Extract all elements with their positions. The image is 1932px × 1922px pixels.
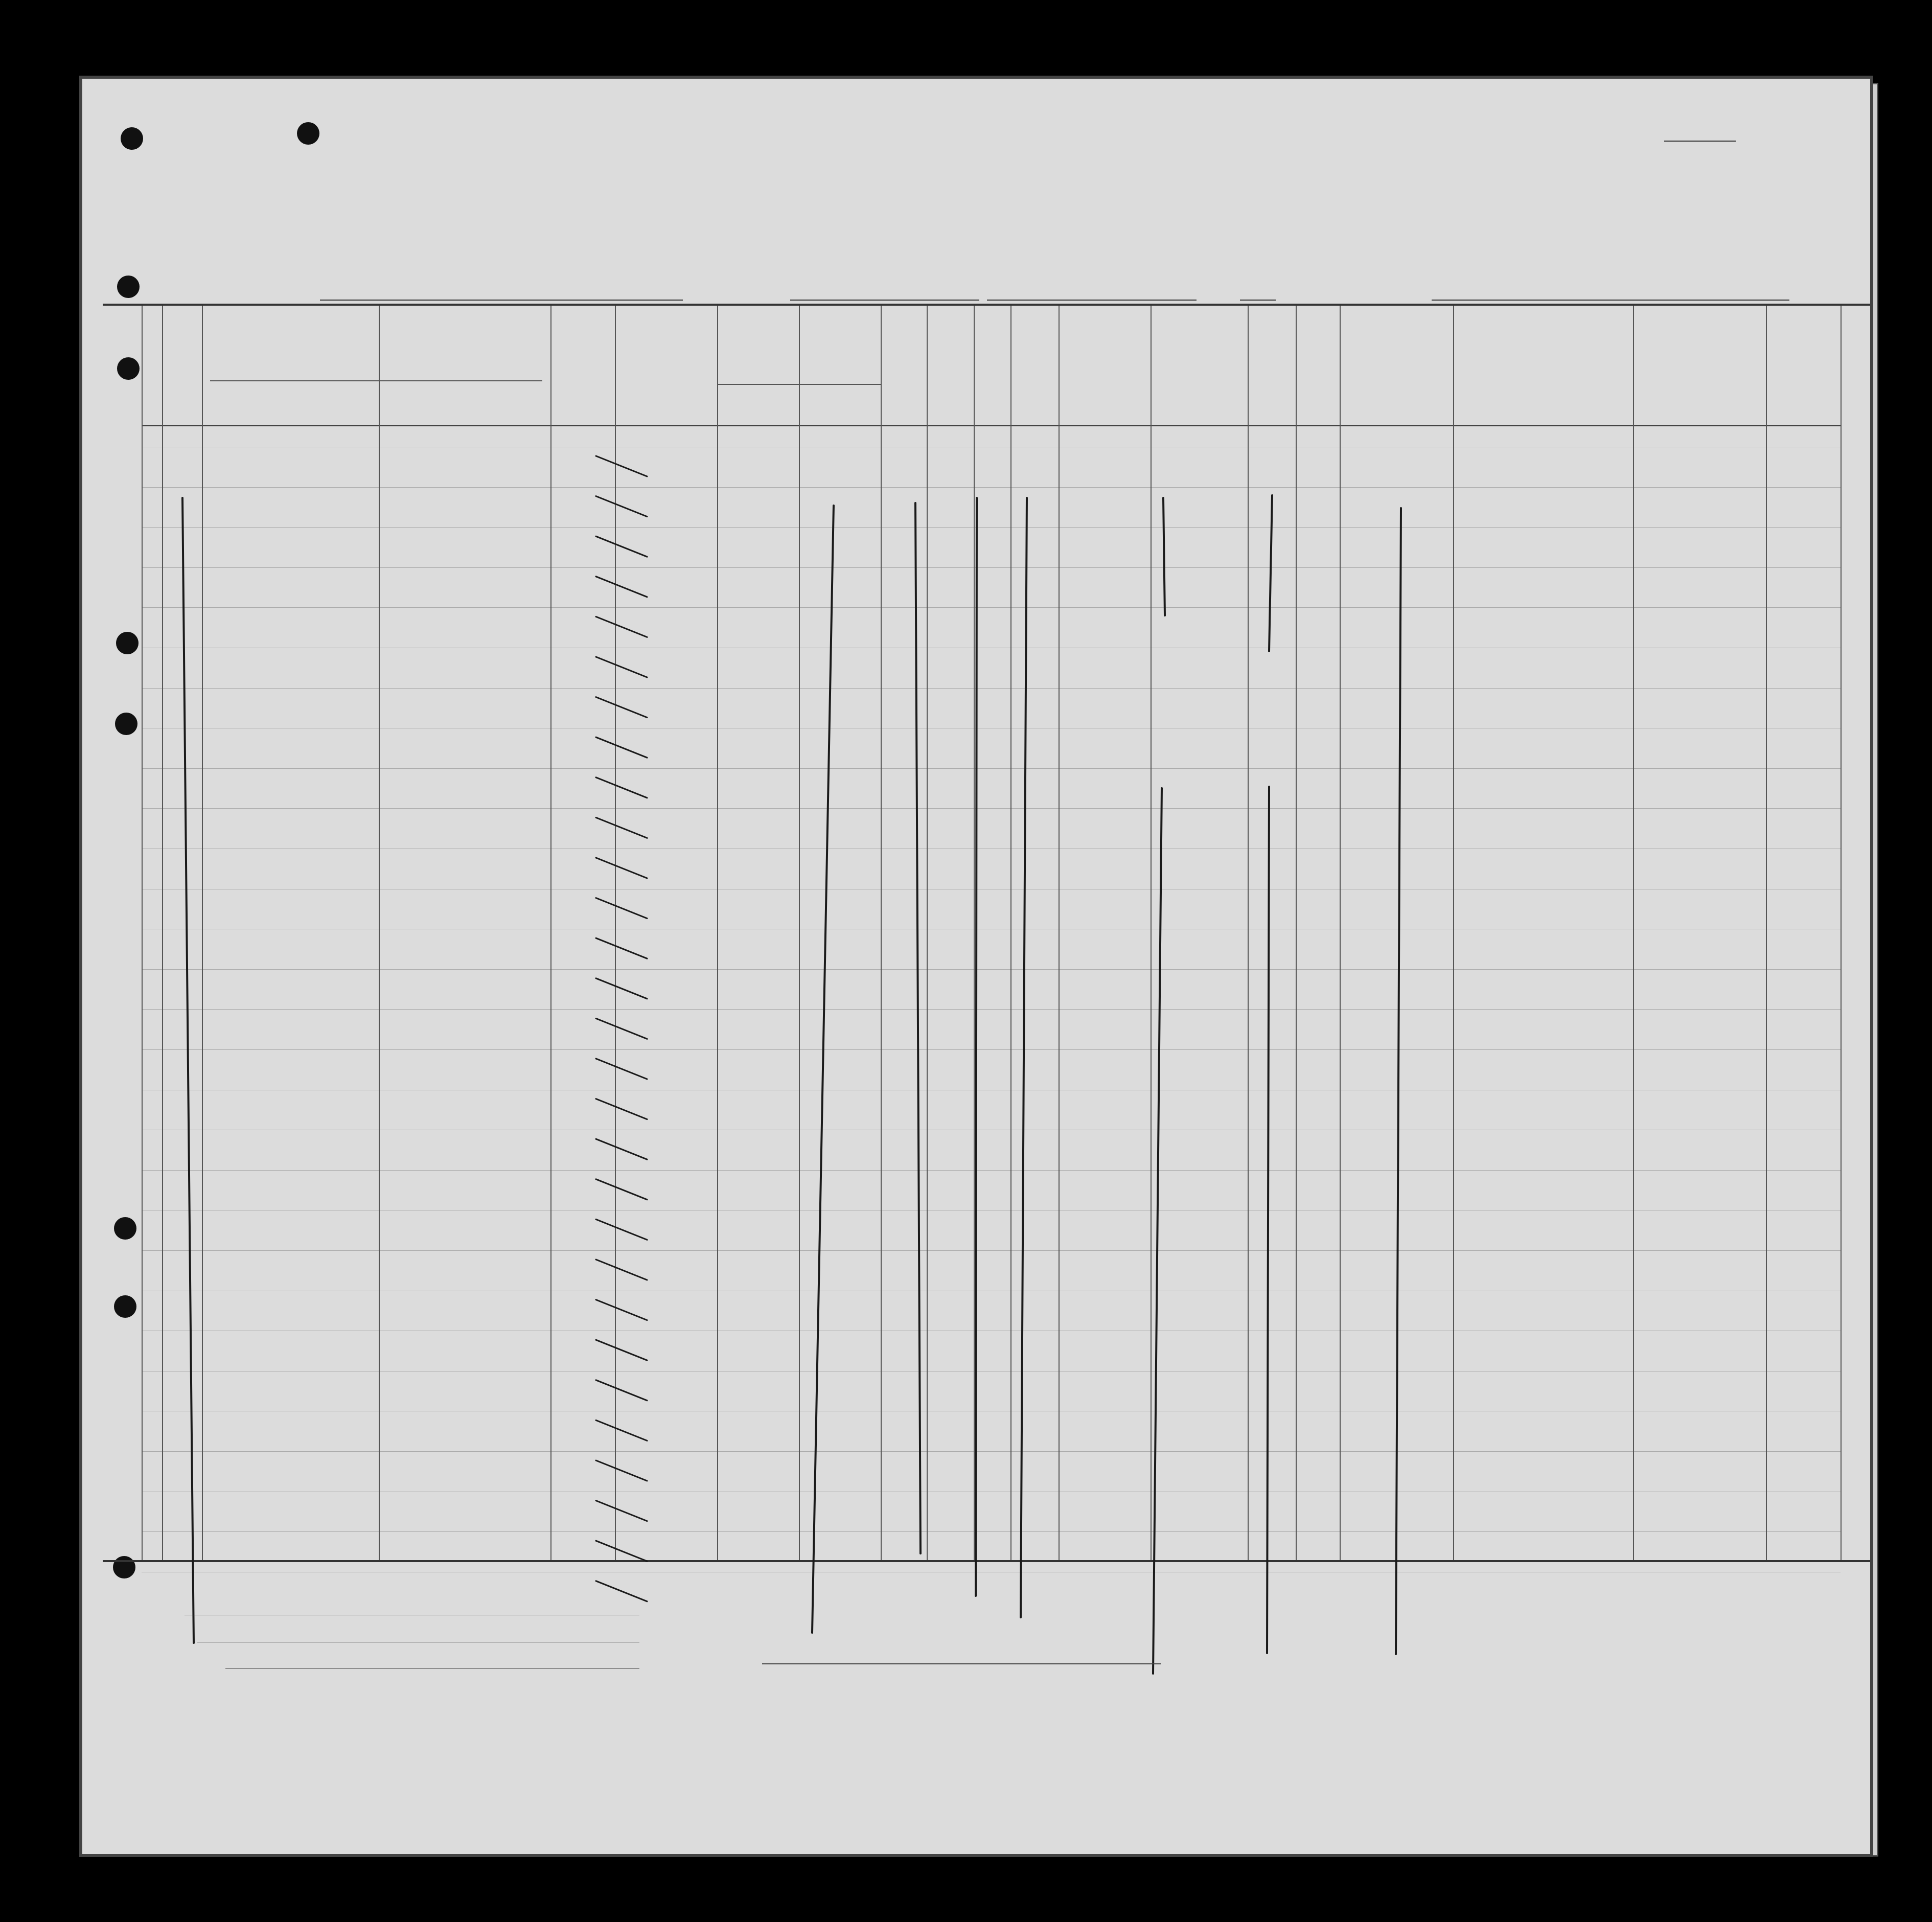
service-ditto-slash (596, 1300, 647, 1320)
service-ditto-slash (596, 657, 647, 677)
service-ditto-slash (596, 898, 647, 919)
when-ditto-stroke (812, 506, 834, 1633)
service-ditto-slash (596, 1139, 647, 1159)
service-ditto-slash (596, 1260, 647, 1280)
marks-ditto-stroke (1396, 508, 1401, 1654)
service-ditto-slash (596, 1420, 647, 1440)
service-ditto-slash (596, 817, 647, 838)
service-ditto-slash (596, 616, 647, 637)
service-ditto-slash (596, 1018, 647, 1039)
service-ditto-slash (596, 1501, 647, 1521)
service-ditto-slash (596, 1541, 647, 1561)
read-ditto-stroke (1021, 498, 1027, 1617)
service-ditto-slash (596, 1179, 647, 1200)
manifest-sheet (79, 76, 1873, 1857)
prev-voyage-ditto-stroke (182, 498, 194, 1643)
service-ditto-slash (596, 456, 647, 476)
service-ditto-slash (596, 1460, 647, 1481)
nationality-ditto-stroke-1 (1269, 495, 1272, 651)
service-ditto-slash (596, 1380, 647, 1401)
local-agents-field (225, 1668, 639, 1669)
service-ditto-slash (596, 978, 647, 999)
service-ditto-slash (596, 1581, 647, 1601)
service-ditto-slash (596, 536, 647, 557)
service-ditto-slash (596, 1219, 647, 1240)
service-ditto-slash (596, 938, 647, 958)
service-ditto-slash (596, 496, 647, 517)
service-ditto-slash (596, 1099, 647, 1119)
ditto-strokes (82, 79, 1870, 1854)
service-ditto-slash (596, 577, 647, 597)
service-ditto-slash (596, 1059, 647, 1079)
race-ditto-stroke-1 (1163, 498, 1165, 615)
service-ditto-slash (596, 697, 647, 718)
where-ditto-stroke (915, 503, 921, 1553)
service-ditto-slash (596, 1340, 647, 1360)
race-ditto-stroke-2 (1153, 788, 1162, 1674)
service-ditto-slash (596, 777, 647, 798)
signature-line (762, 1663, 1161, 1664)
service-ditto-slash (596, 858, 647, 878)
nationality-ditto-stroke-2 (1267, 787, 1269, 1653)
discharge-ditto-stroke (976, 498, 977, 1596)
service-ditto-slash (596, 737, 647, 758)
